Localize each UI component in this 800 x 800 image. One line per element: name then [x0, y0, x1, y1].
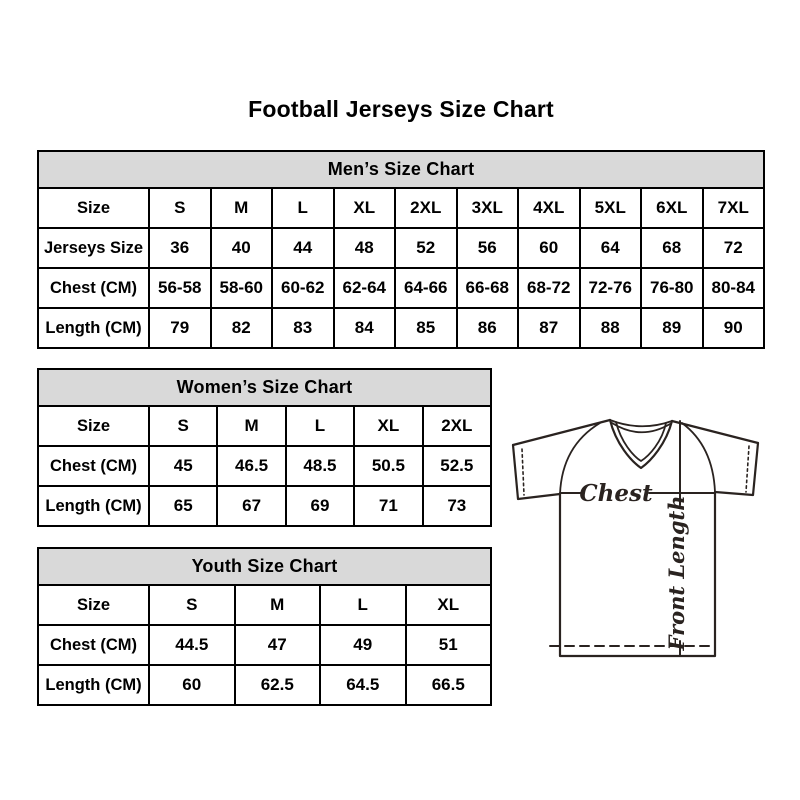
value-cell: 52.5 [423, 446, 491, 486]
value-cell: 7XL [703, 188, 765, 228]
value-cell: 48.5 [286, 446, 354, 486]
youth-size-chart [37, 547, 492, 706]
table-title: Youth Size Chart [38, 548, 491, 585]
jersey-measurement-diagram [505, 408, 775, 672]
value-cell: S [149, 188, 211, 228]
value-cell: 6XL [641, 188, 703, 228]
row-label-cell: Length (CM) [38, 308, 149, 348]
value-cell: 45 [149, 446, 217, 486]
value-cell: 76-80 [641, 268, 703, 308]
table-row [38, 406, 491, 446]
value-cell: S [149, 585, 235, 625]
value-cell: 51 [406, 625, 492, 665]
value-cell: XL [406, 585, 492, 625]
value-cell: 84 [334, 308, 396, 348]
row-label-cell: Chest (CM) [38, 268, 149, 308]
value-cell: 66-68 [457, 268, 519, 308]
value-cell: XL [354, 406, 422, 446]
value-cell: 44.5 [149, 625, 235, 665]
value-cell: 72 [703, 228, 765, 268]
value-cell: 64 [580, 228, 642, 268]
value-cell: 52 [395, 228, 457, 268]
value-cell: 86 [457, 308, 519, 348]
value-cell: 2XL [395, 188, 457, 228]
table-row [38, 446, 491, 486]
value-cell: 56 [457, 228, 519, 268]
value-cell: 67 [217, 486, 285, 526]
mens-size-table [37, 150, 765, 349]
value-cell: 90 [703, 308, 765, 348]
value-cell: 50.5 [354, 446, 422, 486]
value-cell: M [211, 188, 273, 228]
value-cell: M [235, 585, 321, 625]
value-cell: 85 [395, 308, 457, 348]
womens-size-table [37, 368, 492, 527]
value-cell: XL [334, 188, 396, 228]
value-cell: M [217, 406, 285, 446]
value-cell: 64-66 [395, 268, 457, 308]
value-cell: 82 [211, 308, 273, 348]
value-cell: 66.5 [406, 665, 492, 705]
value-cell: 4XL [518, 188, 580, 228]
chest-label: Chest [579, 480, 653, 507]
table-row [38, 486, 491, 526]
table-row [38, 188, 764, 228]
table-row [38, 625, 491, 665]
value-cell: 89 [641, 308, 703, 348]
mens-size-chart [37, 150, 765, 349]
row-label-cell: Chest (CM) [38, 625, 149, 665]
table-row [38, 585, 491, 625]
row-label-cell: Length (CM) [38, 486, 149, 526]
value-cell: 69 [286, 486, 354, 526]
table-title: Men’s Size Chart [38, 151, 764, 188]
value-cell: 62-64 [334, 268, 396, 308]
table-row [38, 228, 764, 268]
value-cell: 3XL [457, 188, 519, 228]
value-cell: 88 [580, 308, 642, 348]
table-row [38, 308, 764, 348]
value-cell: 79 [149, 308, 211, 348]
value-cell: L [286, 406, 354, 446]
value-cell: 68-72 [518, 268, 580, 308]
value-cell: 72-76 [580, 268, 642, 308]
row-label-cell: Size [38, 585, 149, 625]
page-title: Football Jerseys Size Chart [248, 96, 554, 122]
value-cell: 60 [149, 665, 235, 705]
value-cell: 5XL [580, 188, 642, 228]
value-cell: 60 [518, 228, 580, 268]
jersey-icon [505, 408, 775, 672]
value-cell: 2XL [423, 406, 491, 446]
value-cell: 71 [354, 486, 422, 526]
value-cell: 62.5 [235, 665, 321, 705]
womens-size-chart [37, 368, 492, 527]
value-cell: 58-60 [211, 268, 273, 308]
value-cell: L [272, 188, 334, 228]
value-cell: 40 [211, 228, 273, 268]
value-cell: S [149, 406, 217, 446]
row-label-cell: Size [38, 406, 149, 446]
value-cell: 83 [272, 308, 334, 348]
table-row [38, 268, 764, 308]
table-title: Women’s Size Chart [38, 369, 491, 406]
youth-size-table [37, 547, 492, 706]
row-label-cell: Chest (CM) [38, 446, 149, 486]
row-label-cell: Jerseys Size [38, 228, 149, 268]
value-cell: 68 [641, 228, 703, 268]
value-cell: 60-62 [272, 268, 334, 308]
value-cell: 64.5 [320, 665, 406, 705]
value-cell: 44 [272, 228, 334, 268]
row-label-cell: Size [38, 188, 149, 228]
value-cell: 46.5 [217, 446, 285, 486]
value-cell: 80-84 [703, 268, 765, 308]
value-cell: 49 [320, 625, 406, 665]
front-length-label: Front Length [664, 495, 689, 651]
value-cell: 36 [149, 228, 211, 268]
table-row [38, 665, 491, 705]
value-cell: 47 [235, 625, 321, 665]
value-cell: 87 [518, 308, 580, 348]
value-cell: 48 [334, 228, 396, 268]
value-cell: 56-58 [149, 268, 211, 308]
value-cell: 65 [149, 486, 217, 526]
value-cell: L [320, 585, 406, 625]
row-label-cell: Length (CM) [38, 665, 149, 705]
value-cell: 73 [423, 486, 491, 526]
